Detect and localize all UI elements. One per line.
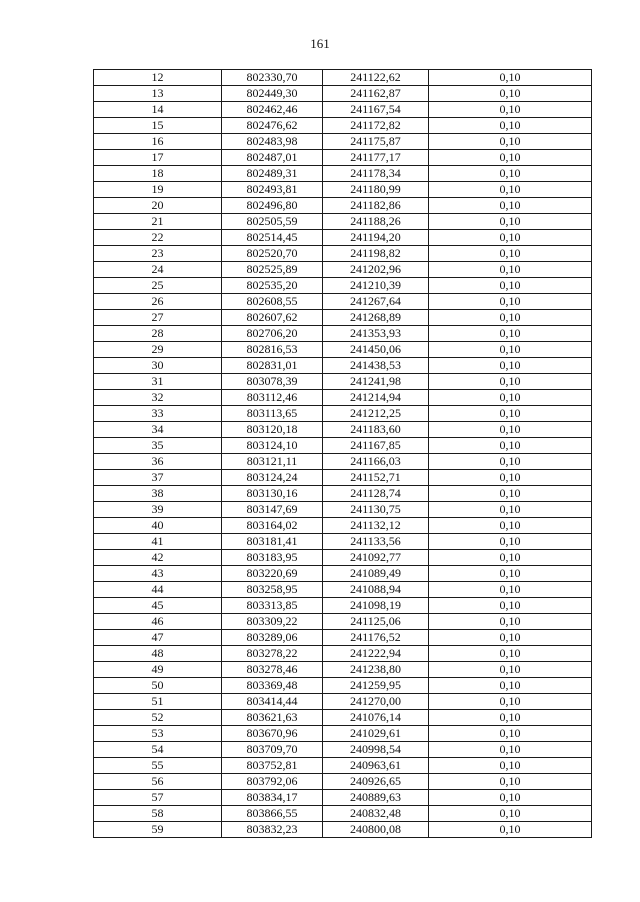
- point-number-cell: 21: [94, 214, 222, 230]
- table-row: [94, 790, 592, 806]
- x-coordinate-cell: 803414,44: [222, 694, 323, 710]
- table-row: [94, 310, 592, 326]
- point-number-cell: 22: [94, 230, 222, 246]
- value-cell: 0,10: [429, 454, 592, 470]
- point-number-cell: 42: [94, 550, 222, 566]
- table-row: [94, 726, 592, 742]
- point-number-cell: 55: [94, 758, 222, 774]
- x-coordinate-cell: 803181,41: [222, 534, 323, 550]
- value-cell: 0,10: [429, 262, 592, 278]
- y-coordinate-cell: 241210,39: [323, 278, 429, 294]
- y-coordinate-cell: 241166,03: [323, 454, 429, 470]
- value-cell: 0,10: [429, 630, 592, 646]
- table-row: [94, 406, 592, 422]
- point-number-cell: 41: [94, 534, 222, 550]
- value-cell: 0,10: [429, 198, 592, 214]
- point-number-cell: 49: [94, 662, 222, 678]
- table-row: [94, 502, 592, 518]
- value-cell: 0,10: [429, 582, 592, 598]
- x-coordinate-cell: 803752,81: [222, 758, 323, 774]
- value-cell: 0,10: [429, 150, 592, 166]
- table-row: [94, 102, 592, 118]
- point-number-cell: 36: [94, 454, 222, 470]
- value-cell: 0,10: [429, 342, 592, 358]
- value-cell: 0,10: [429, 214, 592, 230]
- table-row: [94, 278, 592, 294]
- table-row: [94, 134, 592, 150]
- table-row: [94, 550, 592, 566]
- table-row: [94, 262, 592, 278]
- table-row: [94, 390, 592, 406]
- y-coordinate-cell: 241177,17: [323, 150, 429, 166]
- point-number-cell: 14: [94, 102, 222, 118]
- table-row: [94, 198, 592, 214]
- point-number-cell: 23: [94, 246, 222, 262]
- x-coordinate-cell: 802476,62: [222, 118, 323, 134]
- x-coordinate-cell: 803258,95: [222, 582, 323, 598]
- value-cell: 0,10: [429, 518, 592, 534]
- y-coordinate-cell: 241130,75: [323, 502, 429, 518]
- point-number-cell: 18: [94, 166, 222, 182]
- point-number-cell: 35: [94, 438, 222, 454]
- value-cell: 0,10: [429, 278, 592, 294]
- table-row: [94, 566, 592, 582]
- y-coordinate-cell: 241182,86: [323, 198, 429, 214]
- y-coordinate-cell: 241198,82: [323, 246, 429, 262]
- y-coordinate-cell: 241259,95: [323, 678, 429, 694]
- point-number-cell: 58: [94, 806, 222, 822]
- value-cell: 0,10: [429, 310, 592, 326]
- coordinates-table-body: [94, 70, 592, 838]
- x-coordinate-cell: 802496,80: [222, 198, 323, 214]
- y-coordinate-cell: 241076,14: [323, 710, 429, 726]
- table-row: [94, 454, 592, 470]
- point-number-cell: 40: [94, 518, 222, 534]
- x-coordinate-cell: 803130,16: [222, 486, 323, 502]
- x-coordinate-cell: 802520,70: [222, 246, 323, 262]
- y-coordinate-cell: 241183,60: [323, 422, 429, 438]
- point-number-cell: 27: [94, 310, 222, 326]
- point-number-cell: 30: [94, 358, 222, 374]
- x-coordinate-cell: 803792,06: [222, 774, 323, 790]
- value-cell: 0,10: [429, 246, 592, 262]
- y-coordinate-cell: 241438,53: [323, 358, 429, 374]
- y-coordinate-cell: 241188,26: [323, 214, 429, 230]
- table-row: [94, 358, 592, 374]
- table-row: [94, 486, 592, 502]
- y-coordinate-cell: 241214,94: [323, 390, 429, 406]
- table-row: [94, 822, 592, 838]
- point-number-cell: 38: [94, 486, 222, 502]
- x-coordinate-cell: 803112,46: [222, 390, 323, 406]
- x-coordinate-cell: 803866,55: [222, 806, 323, 822]
- x-coordinate-cell: 802493,81: [222, 182, 323, 198]
- table-row: [94, 630, 592, 646]
- table-row: [94, 166, 592, 182]
- y-coordinate-cell: 241180,99: [323, 182, 429, 198]
- y-coordinate-cell: 241178,34: [323, 166, 429, 182]
- point-number-cell: 37: [94, 470, 222, 486]
- y-coordinate-cell: 241241,98: [323, 374, 429, 390]
- y-coordinate-cell: 241089,49: [323, 566, 429, 582]
- y-coordinate-cell: 241029,61: [323, 726, 429, 742]
- point-number-cell: 46: [94, 614, 222, 630]
- y-coordinate-cell: 241175,87: [323, 134, 429, 150]
- y-coordinate-cell: 240963,61: [323, 758, 429, 774]
- point-number-cell: 48: [94, 646, 222, 662]
- x-coordinate-cell: 802487,01: [222, 150, 323, 166]
- point-number-cell: 25: [94, 278, 222, 294]
- point-number-cell: 59: [94, 822, 222, 838]
- x-coordinate-cell: 803183,95: [222, 550, 323, 566]
- value-cell: 0,10: [429, 390, 592, 406]
- x-coordinate-cell: 803278,46: [222, 662, 323, 678]
- table-row: [94, 246, 592, 262]
- y-coordinate-cell: 241270,00: [323, 694, 429, 710]
- table-row: [94, 534, 592, 550]
- point-number-cell: 28: [94, 326, 222, 342]
- y-coordinate-cell: 241194,20: [323, 230, 429, 246]
- value-cell: 0,10: [429, 614, 592, 630]
- value-cell: 0,10: [429, 326, 592, 342]
- table-row: [94, 662, 592, 678]
- x-coordinate-cell: 802706,20: [222, 326, 323, 342]
- table-row: [94, 374, 592, 390]
- point-number-cell: 50: [94, 678, 222, 694]
- y-coordinate-cell: 241152,71: [323, 470, 429, 486]
- table-row: [94, 806, 592, 822]
- x-coordinate-cell: 803164,02: [222, 518, 323, 534]
- point-number-cell: 39: [94, 502, 222, 518]
- x-coordinate-cell: 803313,85: [222, 598, 323, 614]
- point-number-cell: 26: [94, 294, 222, 310]
- point-number-cell: 24: [94, 262, 222, 278]
- table-row: [94, 422, 592, 438]
- x-coordinate-cell: 803120,18: [222, 422, 323, 438]
- x-coordinate-cell: 803309,22: [222, 614, 323, 630]
- table-row: [94, 774, 592, 790]
- point-number-cell: 34: [94, 422, 222, 438]
- point-number-cell: 51: [94, 694, 222, 710]
- point-number-cell: 19: [94, 182, 222, 198]
- table-row: [94, 598, 592, 614]
- table-row: [94, 582, 592, 598]
- y-coordinate-cell: 240800,08: [323, 822, 429, 838]
- x-coordinate-cell: 803832,23: [222, 822, 323, 838]
- y-coordinate-cell: 241212,25: [323, 406, 429, 422]
- x-coordinate-cell: 802535,20: [222, 278, 323, 294]
- y-coordinate-cell: 241268,89: [323, 310, 429, 326]
- value-cell: 0,10: [429, 294, 592, 310]
- value-cell: 0,10: [429, 678, 592, 694]
- value-cell: 0,10: [429, 118, 592, 134]
- value-cell: 0,10: [429, 102, 592, 118]
- y-coordinate-cell: 241122,62: [323, 70, 429, 86]
- table-row: [94, 342, 592, 358]
- point-number-cell: 47: [94, 630, 222, 646]
- x-coordinate-cell: 802525,89: [222, 262, 323, 278]
- point-number-cell: 33: [94, 406, 222, 422]
- x-coordinate-cell: 803078,39: [222, 374, 323, 390]
- value-cell: 0,10: [429, 790, 592, 806]
- point-number-cell: 43: [94, 566, 222, 582]
- value-cell: 0,10: [429, 710, 592, 726]
- point-number-cell: 29: [94, 342, 222, 358]
- x-coordinate-cell: 802449,30: [222, 86, 323, 102]
- point-number-cell: 16: [94, 134, 222, 150]
- value-cell: 0,10: [429, 806, 592, 822]
- point-number-cell: 13: [94, 86, 222, 102]
- value-cell: 0,10: [429, 470, 592, 486]
- x-coordinate-cell: 802816,53: [222, 342, 323, 358]
- x-coordinate-cell: 802330,70: [222, 70, 323, 86]
- table-row: [94, 182, 592, 198]
- value-cell: 0,10: [429, 550, 592, 566]
- table-row: [94, 86, 592, 102]
- value-cell: 0,10: [429, 374, 592, 390]
- point-number-cell: 53: [94, 726, 222, 742]
- value-cell: 0,10: [429, 774, 592, 790]
- table-row: [94, 646, 592, 662]
- x-coordinate-cell: 802514,45: [222, 230, 323, 246]
- y-coordinate-cell: 241162,87: [323, 86, 429, 102]
- x-coordinate-cell: 802462,46: [222, 102, 323, 118]
- y-coordinate-cell: 241238,80: [323, 662, 429, 678]
- x-coordinate-cell: 803621,63: [222, 710, 323, 726]
- value-cell: 0,10: [429, 86, 592, 102]
- table-row: [94, 294, 592, 310]
- y-coordinate-cell: 240998,54: [323, 742, 429, 758]
- x-coordinate-cell: 802505,59: [222, 214, 323, 230]
- y-coordinate-cell: 241098,19: [323, 598, 429, 614]
- value-cell: 0,10: [429, 182, 592, 198]
- x-coordinate-cell: 802607,62: [222, 310, 323, 326]
- value-cell: 0,10: [429, 742, 592, 758]
- x-coordinate-cell: 802831,01: [222, 358, 323, 374]
- y-coordinate-cell: 241125,06: [323, 614, 429, 630]
- y-coordinate-cell: 241167,54: [323, 102, 429, 118]
- point-number-cell: 45: [94, 598, 222, 614]
- point-number-cell: 54: [94, 742, 222, 758]
- table-row: [94, 678, 592, 694]
- value-cell: 0,10: [429, 230, 592, 246]
- x-coordinate-cell: 803124,10: [222, 438, 323, 454]
- value-cell: 0,10: [429, 502, 592, 518]
- value-cell: 0,10: [429, 694, 592, 710]
- value-cell: 0,10: [429, 406, 592, 422]
- y-coordinate-cell: 240889,63: [323, 790, 429, 806]
- y-coordinate-cell: 241133,56: [323, 534, 429, 550]
- value-cell: 0,10: [429, 134, 592, 150]
- x-coordinate-cell: 803369,48: [222, 678, 323, 694]
- x-coordinate-cell: 803709,70: [222, 742, 323, 758]
- y-coordinate-cell: 241132,12: [323, 518, 429, 534]
- point-number-cell: 44: [94, 582, 222, 598]
- x-coordinate-cell: 803124,24: [222, 470, 323, 486]
- table-row: [94, 742, 592, 758]
- point-number-cell: 17: [94, 150, 222, 166]
- table-row: [94, 470, 592, 486]
- value-cell: 0,10: [429, 358, 592, 374]
- x-coordinate-cell: 803147,69: [222, 502, 323, 518]
- table-row: [94, 70, 592, 86]
- value-cell: 0,10: [429, 758, 592, 774]
- x-coordinate-cell: 803670,96: [222, 726, 323, 742]
- y-coordinate-cell: 241450,06: [323, 342, 429, 358]
- x-coordinate-cell: 802489,31: [222, 166, 323, 182]
- value-cell: 0,10: [429, 166, 592, 182]
- point-number-cell: 57: [94, 790, 222, 806]
- point-number-cell: 32: [94, 390, 222, 406]
- value-cell: 0,10: [429, 422, 592, 438]
- page-number: 161: [310, 36, 330, 51]
- coordinates-table: [93, 69, 592, 838]
- value-cell: 0,10: [429, 598, 592, 614]
- y-coordinate-cell: 241222,94: [323, 646, 429, 662]
- x-coordinate-cell: 803834,17: [222, 790, 323, 806]
- x-coordinate-cell: 802483,98: [222, 134, 323, 150]
- table-row: [94, 230, 592, 246]
- point-number-cell: 31: [94, 374, 222, 390]
- point-number-cell: 56: [94, 774, 222, 790]
- table-row: [94, 518, 592, 534]
- table-row: [94, 758, 592, 774]
- value-cell: 0,10: [429, 726, 592, 742]
- value-cell: 0,10: [429, 822, 592, 838]
- y-coordinate-cell: 241167,85: [323, 438, 429, 454]
- table-row: [94, 614, 592, 630]
- y-coordinate-cell: 241267,64: [323, 294, 429, 310]
- point-number-cell: 52: [94, 710, 222, 726]
- y-coordinate-cell: 241353,93: [323, 326, 429, 342]
- y-coordinate-cell: 241092,77: [323, 550, 429, 566]
- x-coordinate-cell: 803121,11: [222, 454, 323, 470]
- x-coordinate-cell: 802608,55: [222, 294, 323, 310]
- value-cell: 0,10: [429, 70, 592, 86]
- table-row: [94, 694, 592, 710]
- y-coordinate-cell: 241202,96: [323, 262, 429, 278]
- value-cell: 0,10: [429, 534, 592, 550]
- table-row: [94, 214, 592, 230]
- point-number-cell: 20: [94, 198, 222, 214]
- value-cell: 0,10: [429, 438, 592, 454]
- y-coordinate-cell: 241088,94: [323, 582, 429, 598]
- table-row: [94, 150, 592, 166]
- value-cell: 0,10: [429, 486, 592, 502]
- table-row: [94, 710, 592, 726]
- y-coordinate-cell: 241128,74: [323, 486, 429, 502]
- point-number-cell: 15: [94, 118, 222, 134]
- x-coordinate-cell: 803289,06: [222, 630, 323, 646]
- table-row: [94, 438, 592, 454]
- x-coordinate-cell: 803113,65: [222, 406, 323, 422]
- table-row: [94, 326, 592, 342]
- x-coordinate-cell: 803220,69: [222, 566, 323, 582]
- value-cell: 0,10: [429, 646, 592, 662]
- y-coordinate-cell: 240832,48: [323, 806, 429, 822]
- table-row: [94, 118, 592, 134]
- x-coordinate-cell: 803278,22: [222, 646, 323, 662]
- point-number-cell: 12: [94, 70, 222, 86]
- value-cell: 0,10: [429, 662, 592, 678]
- y-coordinate-cell: 241172,82: [323, 118, 429, 134]
- value-cell: 0,10: [429, 566, 592, 582]
- y-coordinate-cell: 240926,65: [323, 774, 429, 790]
- y-coordinate-cell: 241176,52: [323, 630, 429, 646]
